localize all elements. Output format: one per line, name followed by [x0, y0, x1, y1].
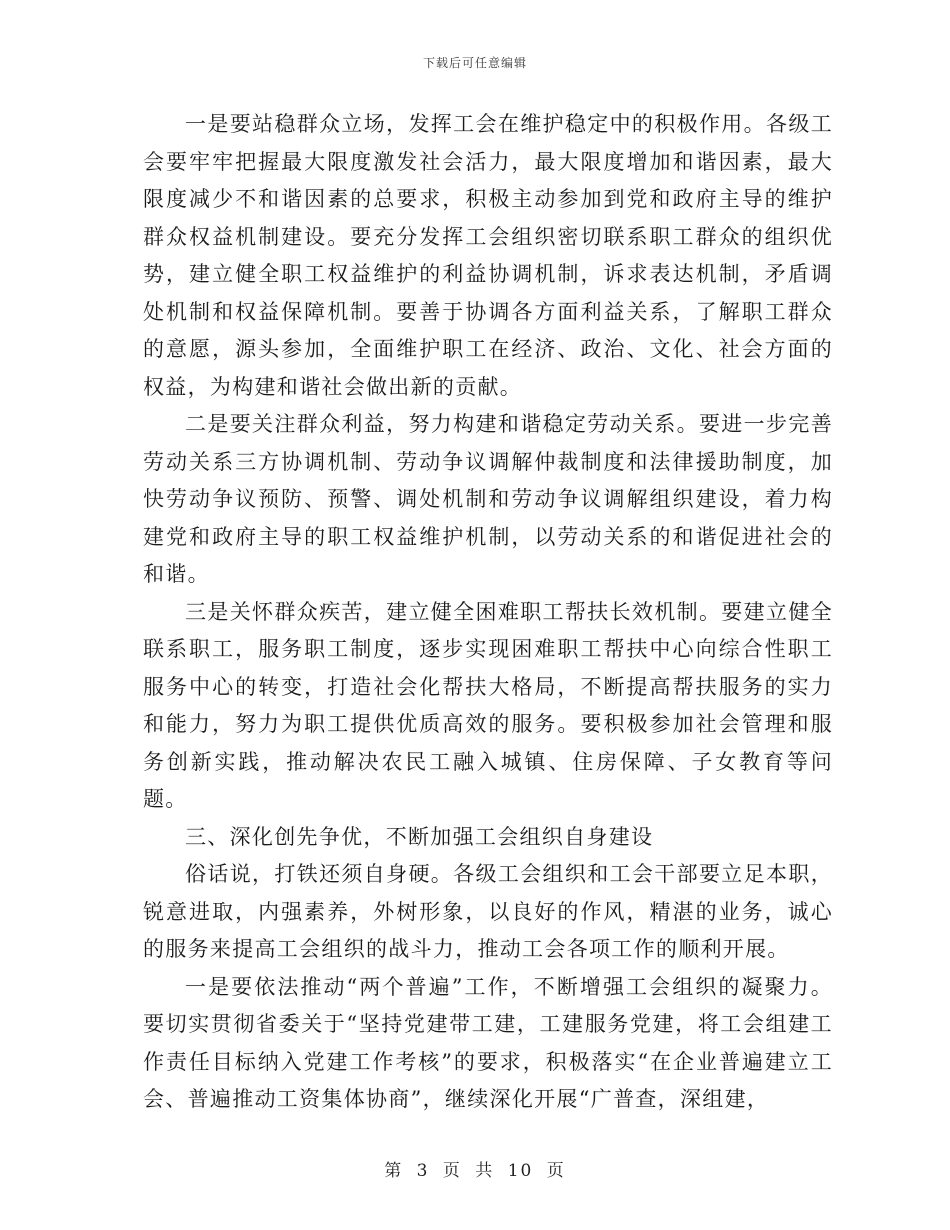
document-body [143, 106, 833, 1119]
paragraph-assistance: 三是关怀群众疾苦，建立健全困难职工帮扶长效机制。要建立健全联系职工，服务职工制度，逐步实现困难职工帮扶中心向综合性职工服务中心的转变，打造社会化帮扶大格局，不断提高帮扶服务的实力和能力，努力为职工提供优质高效的服务。要积极参加社会管理和服务创新实践，推动解决农民工融入城镇、住房保障、子女教育等问题。 [143, 599, 833, 811]
page-number-footer: 第 3 页 共 10 页 [384, 1161, 566, 1181]
paragraph-stability: 一是要站稳群众立场，发挥工会在维护稳定中的积极作用。各级工会要牢牢把握最大限度激发社会活力，最大限度增加和谐因素，最大限度减少不和谐因素的总要求，积极主动参加到党和政府主导的维护群众权益机制建设。要充分发挥工会组织密切联系职工群众的组织优势，建立健全职工权益维护的利益协调机制，诉求表达机制，矛盾调处机制和权益保障机制。要善于协调各方面利益关系，了解职工群众的意愿，源头参加，全面维护职工在经济、政治、文化、社会方面的权益，为构建和谐社会做出新的贡献。 [143, 112, 833, 399]
paragraph-labor-relations: 二是要关注群众利益，努力构建和谐稳定劳动关系。要进一步完善劳动关系三方协调机制、劳动争议调解仲裁制度和法律援助制度，加快劳动争议预防、预警、调处机制和劳动争议调解组织建设，着力构建党和政府主导的职工权益维护机制，以劳动关系的和谐促进社会的和谐。 [143, 412, 833, 586]
section-heading: 三、深化创先争优，不断加强工会组织自身建设 [185, 824, 654, 849]
paragraph-two-universal: 一是要依法推动“两个普遍”工作，不断增强工会组织的凝聚力。要切实贯彻省委关于“坚持党建带工建，工建服务党建，将工会组建工作责任目标纳入党建工作考核”的要求，积极落实“在企业普遍建立工会、普遍推动工资集体协商”，继续深化开展“广普查，深组建， [143, 974, 833, 1111]
page-header: 下载后可任意编辑 [422, 56, 527, 70]
paragraph-self-building: 俗话说，打铁还须自身硬。各级工会组织和工会干部要立足本职，锐意进取，内强素养，外树形象，以良好的作风，精湛的业务，诚心的服务来提高工会组织的战斗力，推动工会各项工作的顺利开展。 [143, 862, 833, 961]
